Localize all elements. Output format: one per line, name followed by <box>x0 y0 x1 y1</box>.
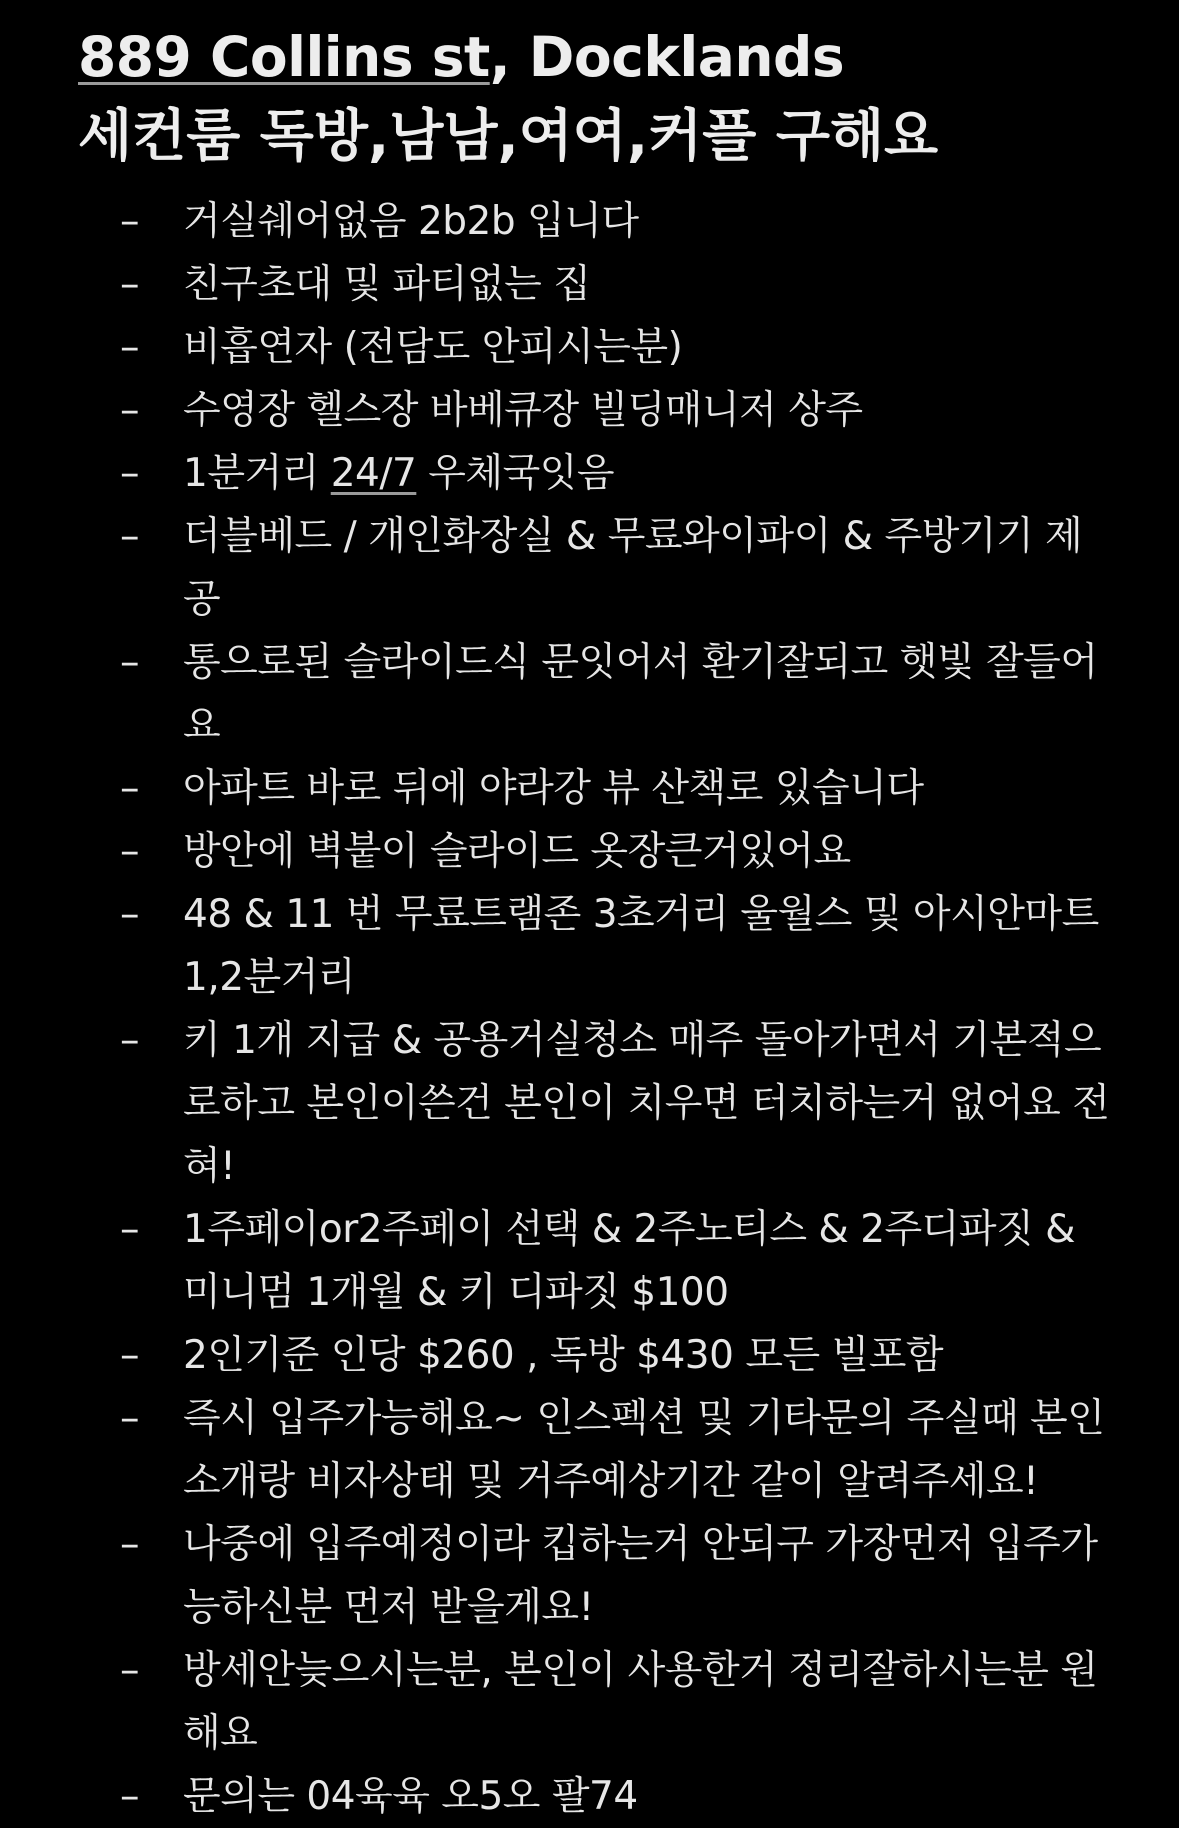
bullet-dash: – <box>120 1396 139 1441</box>
bullet-dash: – <box>120 199 139 244</box>
item-text: 즉시 입주가능해요~ 인스펙션 및 기타문의 주실때 본인소개랑 비자상태 및 거주예상기간 같이 알려주세요! <box>183 1396 1105 1504</box>
item-text: 2인기준 인당 $260 , 독방 $430 모든 빌포함 <box>183 1333 944 1378</box>
list-item <box>78 316 1119 379</box>
bullet-dash: – <box>120 640 139 685</box>
item-text-post: 우체국잇음 <box>416 451 615 496</box>
item-text: 더블베드 / 개인화장실 & 무료와이파이 & 주방기기 제공 <box>183 514 1083 622</box>
item-text: 키 1개 지급 & 공용거실청소 매주 돌아가면서 기본적으로하고 본인이쓴건 본인이 치우면 터치하는거 없어요 전혀! <box>183 1018 1110 1189</box>
item-text: 아파트 바로 뒤에 야라강 뷰 산책로 있습니다 <box>183 766 924 811</box>
bullet-dash: – <box>120 829 139 874</box>
list-item <box>78 190 1119 253</box>
bullet-dash: – <box>120 451 139 496</box>
list-item <box>78 631 1119 757</box>
list-item <box>78 379 1119 442</box>
hours-link[interactable]: 24/7 <box>330 451 417 496</box>
list-item <box>78 883 1119 1009</box>
item-text: 비흡연자 (전담도 안피시는분) <box>183 325 683 370</box>
item-text: 통으로된 슬라이드식 문잇어서 환기잘되고 햇빛 잘들어요 <box>183 640 1098 748</box>
bullet-dash: – <box>120 892 139 937</box>
list-item <box>78 505 1119 631</box>
list-item <box>78 1765 1119 1828</box>
list-item <box>78 1513 1119 1639</box>
list-item <box>78 442 1119 505</box>
item-text: 48 & 11 번 무료트램존 3초거리 울월스 및 아시안마트 1,2분거리 <box>183 892 1099 1000</box>
bullet-dash: – <box>120 1648 139 1693</box>
list-item <box>78 253 1119 316</box>
page-title <box>78 18 1119 96</box>
item-text: 나중에 입주예정이라 킵하는거 안되구 가장먼저 입주가능하신분 먼저 받을게요! <box>183 1522 1098 1630</box>
item-text: 1주페이or2주페이 선택 & 2주노티스 & 2주디파짓 & 미니멈 1개월 & 키 디파짓 $100 <box>183 1207 1076 1315</box>
page-subtitle: 세컨룸 독방,남남,여여,커플 구해요 <box>78 104 939 169</box>
bullet-dash: – <box>120 388 139 433</box>
list-item <box>78 1198 1119 1324</box>
bullet-dash: – <box>120 1774 139 1819</box>
item-text: 방세안늦으시는분, 본인이 사용한거 정리잘하시는분 원해요 <box>183 1648 1098 1756</box>
list-item <box>78 1324 1119 1387</box>
bullet-dash: – <box>120 325 139 370</box>
list-item <box>78 1639 1119 1765</box>
bullet-dash: – <box>120 1522 139 1567</box>
item-text: 방안에 벽붙이 슬라이드 옷장큰거있어요 <box>183 829 851 874</box>
bullet-dash: – <box>120 1018 139 1063</box>
item-text: 거실쉐어없음 2b2b 입니다 <box>183 199 639 244</box>
bullet-dash: – <box>120 1333 139 1378</box>
list-item <box>78 1387 1119 1513</box>
item-text-pre: 1분거리 <box>183 451 331 496</box>
title-suburb: , Docklands <box>489 25 845 89</box>
address-link[interactable]: 889 Collins st <box>78 25 490 89</box>
list-item <box>78 757 1119 820</box>
item-text: 수영장 헬스장 바베큐장 빌딩매니저 상주 <box>183 388 863 433</box>
item-text: 친구초대 및 파티없는 집 <box>183 262 591 307</box>
list-item <box>78 820 1119 883</box>
bullet-dash: – <box>120 1207 139 1252</box>
bullet-dash: – <box>120 262 139 307</box>
bullet-dash: – <box>120 514 139 559</box>
detail-list <box>78 190 1119 1828</box>
item-text: 문의는 04육육 오5오 팔74 <box>183 1774 638 1819</box>
list-item <box>78 1009 1119 1198</box>
bullet-dash: – <box>120 766 139 811</box>
